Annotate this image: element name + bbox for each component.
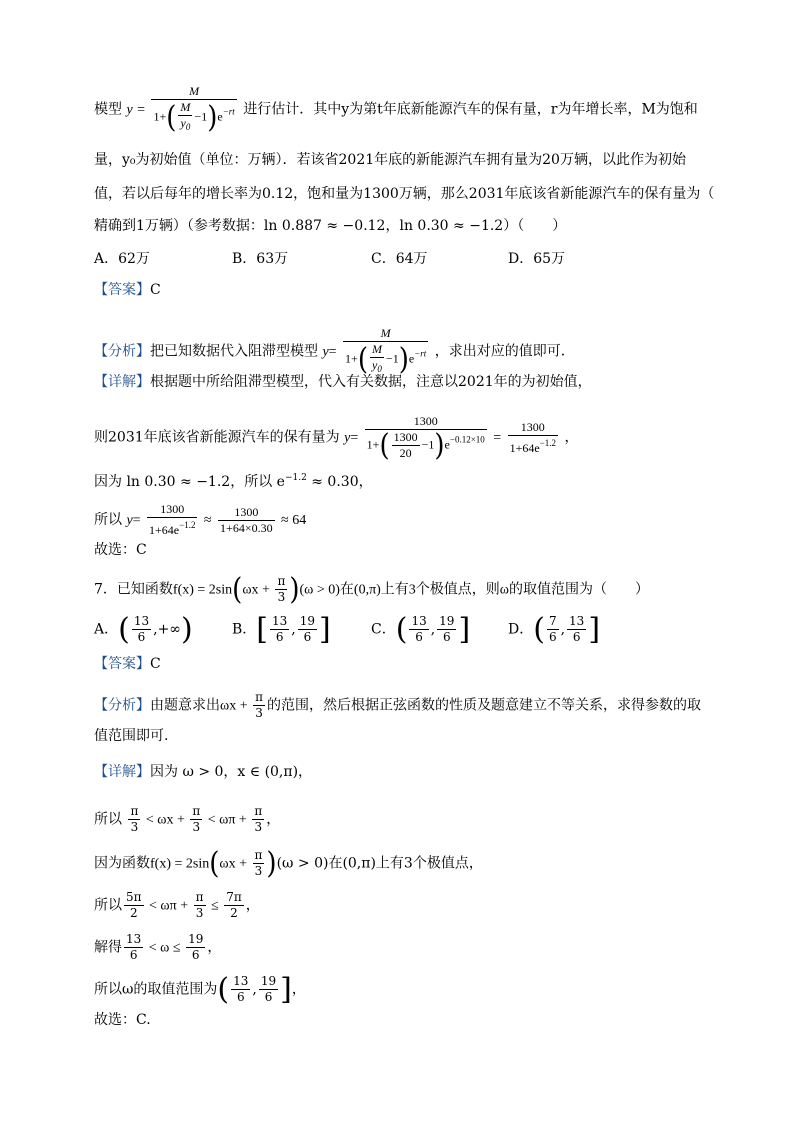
q7-step-3 xyxy=(94,890,260,921)
step2-lparen: ( xyxy=(209,846,220,881)
analysis-numerator: M xyxy=(343,326,428,342)
q7-choice-c-den-1: 6 xyxy=(415,630,423,644)
step1-mid-1: < ωx + xyxy=(142,812,189,828)
q7-analysis-arg: ωx + xyxy=(220,698,252,714)
step1-three-2: 3 xyxy=(192,820,201,834)
choice-c: C．64万 xyxy=(371,251,428,267)
so-prefix: 所以 xyxy=(94,512,122,528)
q7-choice-c-label: C． xyxy=(371,621,396,638)
model-inner-sub: 0 xyxy=(185,122,191,132)
then-den-2 xyxy=(508,436,558,456)
q7-step-4 xyxy=(94,932,221,963)
detail-line-1 xyxy=(94,372,592,392)
then-fraction-1 xyxy=(365,414,487,461)
q7-choice-d-num-1: 7 xyxy=(548,614,557,628)
then-den-2-base: 1+64e xyxy=(509,440,540,455)
then-num-1: 1300 xyxy=(365,414,487,430)
because-suffix: ≈ 0.30， xyxy=(306,474,373,490)
q7-choice-d-den-1: 6 xyxy=(548,630,557,644)
q7-step-2 xyxy=(94,848,483,879)
step5-right: ] xyxy=(280,971,292,1007)
step1-frac-1 xyxy=(128,804,140,835)
q7-step-1 xyxy=(94,804,280,835)
step1-three-3: 3 xyxy=(254,820,263,834)
step1-pi-2: π xyxy=(192,804,201,818)
step4-num-1: 13 xyxy=(126,932,142,946)
analysis-y: y xyxy=(322,344,329,360)
q7-choice-b-label: B． xyxy=(232,621,257,638)
step4-prefix: 解得 xyxy=(94,939,122,956)
q7-choice-c: C．( $\frac{13}{6}$ , $\frac{19}{6}$ ] xyxy=(371,611,471,647)
q7-line xyxy=(94,574,649,605)
q7-choice-b-den-1: 6 xyxy=(275,630,284,644)
q7-choice-c-num-2: 19 xyxy=(439,614,455,628)
analysis-tag: 【分析】 xyxy=(94,343,150,360)
q7-choice-b-num-2: 19 xyxy=(299,614,316,628)
then-inner-num: 1300 xyxy=(393,430,418,444)
step5-frac-2 xyxy=(259,974,278,1005)
q7-choice-a-right: ) xyxy=(180,611,193,647)
then-den-2-exp: −1.2 xyxy=(539,437,557,448)
then-y: y xyxy=(344,430,351,446)
step2-suffix: (ω > 0)在(0,π)上有3个极值点， xyxy=(276,855,483,872)
then-inner-fraction xyxy=(392,430,420,461)
analysis-e: e xyxy=(408,351,415,366)
q7-choice-c-right: ] xyxy=(458,611,471,647)
model-denominator xyxy=(151,100,236,135)
answer-tag: 【答案】 xyxy=(94,282,150,298)
analysis-line-1 xyxy=(94,326,575,377)
so-den-1-base: 1+64e xyxy=(149,523,180,537)
q7-choice-d-right: ] xyxy=(588,611,601,647)
step1-pi-3: π xyxy=(254,804,263,818)
model-y: y xyxy=(126,102,133,118)
q7-choice-a-den: 6 xyxy=(137,630,146,644)
q7-choice-c-left: ( xyxy=(395,611,408,647)
q7-detail-text: 因为 ω > 0，x ∈ (0,π)， xyxy=(150,764,313,780)
model-e: e xyxy=(217,109,223,124)
question-line-4: 精确到1万辆）（参考数据：ln 0.887 ≈ −0.12，ln 0.30 ≈ −1.2）（ ） xyxy=(94,218,567,234)
then-inner-den: 20 xyxy=(399,446,412,460)
step2-rparen: ) xyxy=(266,846,277,881)
q7-choice-a xyxy=(94,611,193,647)
q7-choice-b-num-1: 13 xyxy=(272,614,288,628)
q7-choice-a-label: A． xyxy=(94,621,119,638)
answer-value: C xyxy=(150,282,161,298)
so-den-1 xyxy=(147,518,197,538)
step1-pi-1: π xyxy=(130,804,139,818)
q7-analysis-tag: 【分析】 xyxy=(94,697,150,714)
q7-choice-a-left: ( xyxy=(118,611,130,647)
q7-choice-b-den-2: 6 xyxy=(303,630,312,644)
step3-prefix: 所以 xyxy=(94,897,122,914)
step5-num-2: 19 xyxy=(260,974,277,988)
q7-choice-b: B．[ $\frac{13}{6}$ , $\frac{19}{6}$ ] xyxy=(232,611,331,647)
model-suffix: 进行估计．其中y为第t年底新能源汽车的保有量，r为年增长率，M为饱和 xyxy=(243,101,698,118)
q7-step-5: 所以ω的取值范围为( $\frac{13}{6}$ , $\frac{19}{6}$ ]， xyxy=(94,971,306,1007)
then-suffix: ， xyxy=(564,429,579,446)
step3-le: ≤ xyxy=(207,898,223,914)
then-e: e xyxy=(444,437,450,452)
step5-frac-1 xyxy=(231,974,250,1005)
model-one-plus: 1+ xyxy=(153,109,167,124)
so-num-2: 1300 xyxy=(218,505,275,521)
then-minus-one: −1 xyxy=(421,437,435,452)
then-rparen: ) xyxy=(434,428,445,463)
step2-frac xyxy=(253,848,265,879)
detail-text: 根据题中所给阻滞型模型，代入有关数据，注意以2021年的为初始值， xyxy=(150,374,592,390)
step3-mid: < ωπ + xyxy=(145,898,192,914)
analysis-inner-M: M xyxy=(371,342,382,356)
q7-three: 3 xyxy=(277,590,286,604)
q7-analysis-three: 3 xyxy=(255,706,263,720)
step2-three: 3 xyxy=(254,864,263,878)
q7-choice-d-num-2: 13 xyxy=(569,614,585,628)
so-num-1: 1300 xyxy=(147,502,197,518)
then-lparen: ( xyxy=(379,428,390,463)
so-line xyxy=(94,502,306,538)
model-inner-fraction xyxy=(178,100,192,135)
then-prefix: 则2031年底该省新能源汽车的保有量为 xyxy=(94,429,340,446)
q7-choice-d-frac-1 xyxy=(547,614,559,645)
step5-den-2: 6 xyxy=(264,990,273,1004)
choice-b: B．63万 xyxy=(232,251,289,267)
q7-choice-b-frac-1 xyxy=(270,614,289,645)
q7-analysis-frac xyxy=(253,690,265,721)
q7-prefix: 7．已知函数 xyxy=(94,581,173,598)
step3-pi: π xyxy=(195,890,204,904)
q7-choice-a-frac xyxy=(132,614,151,645)
step3-num-1: 5π xyxy=(126,890,142,904)
model-fraction xyxy=(151,84,236,135)
q7-answer-value: C xyxy=(150,656,161,672)
analysis-suffix: ，求出对应的值即可． xyxy=(434,343,575,360)
q7-rparen: ) xyxy=(289,572,300,607)
answer-line-2 xyxy=(94,654,161,674)
then-line xyxy=(94,414,578,461)
q7-choice-c-frac-2 xyxy=(437,614,456,645)
so-result: ≈ 64 xyxy=(281,513,307,528)
q7-choice-d-label: D． xyxy=(508,621,534,638)
analysis-minus-one: −1 xyxy=(385,351,399,366)
so-eq: = xyxy=(132,513,141,528)
step3-num-3: 7π xyxy=(226,890,242,904)
step1-prefix: 所以 xyxy=(94,811,122,828)
because-exp: −1.2 xyxy=(284,473,307,483)
q7-analysis-prefix: 由题意求出 xyxy=(150,697,220,714)
q7-analysis-pi: π xyxy=(255,690,264,704)
model-lparen: ( xyxy=(166,100,177,135)
model-minus-one: −1 xyxy=(194,109,208,124)
step4-frac-1 xyxy=(124,932,143,963)
model-numerator: M xyxy=(151,84,236,100)
q7-choice-d-left: ( xyxy=(533,611,545,647)
step5-left: ( xyxy=(217,971,230,1007)
step4-frac-2 xyxy=(186,932,205,963)
step4-end: ， xyxy=(207,939,222,956)
step1-mid-2: < ωπ + xyxy=(204,812,251,828)
q7-choice-b-right: ] xyxy=(319,611,331,647)
so-y: y xyxy=(126,513,133,528)
step3-frac-2 xyxy=(194,890,206,921)
because-line xyxy=(94,468,373,492)
model-inner-y0 xyxy=(178,116,192,135)
q7-choice-b-frac-2 xyxy=(298,614,317,645)
step2-pi: π xyxy=(254,848,263,862)
q7-choice-c-den-2: 6 xyxy=(442,630,451,644)
because-text: 因为 ln 0.30 ≈ −1.2，所以 e xyxy=(94,474,285,490)
q7-choice-d-frac-2 xyxy=(567,614,586,645)
analysis-inner-y: y xyxy=(372,358,378,372)
so-den-2: 1+64×0.30 xyxy=(220,520,273,535)
q7-pi: π xyxy=(277,574,286,588)
step1-frac-2 xyxy=(190,804,202,835)
q7-choice-c-num-1: 13 xyxy=(411,614,427,628)
so-approx: ≈ xyxy=(203,513,212,528)
q7-detail-line-1 xyxy=(94,762,312,782)
then-num-2: 1300 xyxy=(508,420,558,436)
choose-line-2: 故选：C. xyxy=(94,1012,151,1028)
q7-choice-a-rest: ,+∞ xyxy=(153,621,181,638)
step2-arg: ωx + xyxy=(219,856,251,872)
analysis-inner-sub: 0 xyxy=(377,364,382,374)
model-inner-y: y xyxy=(180,116,186,130)
model-exponent: −rt xyxy=(222,106,235,117)
step4-den-2: 6 xyxy=(191,948,200,962)
step5-num-1: 13 xyxy=(233,974,249,988)
step3-den-3: 2 xyxy=(230,906,238,920)
analysis-one-plus: 1+ xyxy=(345,351,358,366)
step3-frac-1 xyxy=(124,890,144,921)
then-one-plus: 1+ xyxy=(366,437,380,452)
step1-three-1: 3 xyxy=(130,820,139,834)
step1-end: ， xyxy=(266,811,281,828)
q7-analysis-line-2: 值范围即可. xyxy=(94,728,169,744)
analysis-eq: = xyxy=(328,344,337,360)
step2-func: f(x) = 2sin xyxy=(150,856,210,872)
q7-detail-tag: 【详解】 xyxy=(94,764,150,780)
then-den-1 xyxy=(365,430,487,461)
so-fraction-1 xyxy=(147,502,197,538)
q7-choice-d-den-2: 6 xyxy=(572,630,581,644)
model-line xyxy=(94,84,698,135)
q7-analysis-line-1 xyxy=(94,690,701,721)
q7-condition: (ω > 0)在(0,π)上有3个极值点，则ω的取值范围为（ ） xyxy=(299,582,650,598)
choose-line-1: 故选：C xyxy=(94,542,147,558)
q7-answer-tag: 【答案】 xyxy=(94,656,150,672)
step4-num-2: 19 xyxy=(188,932,204,946)
step1-frac-3 xyxy=(252,804,264,835)
analysis-rparen: ) xyxy=(398,342,409,377)
step3-frac-3 xyxy=(224,890,244,921)
analysis-fraction xyxy=(343,326,428,377)
q7-arg: ωx + xyxy=(242,582,274,598)
analysis-prefix: 把已知数据代入阻滞型模型 xyxy=(150,343,318,360)
q7-choice-d: D．( $\frac{7}{6}$ , $\frac{13}{6}$ ] xyxy=(508,611,601,647)
q7-choice-b-left: [ xyxy=(256,611,269,647)
q7-choice-a-num: 13 xyxy=(133,614,150,628)
q7-analysis-mid: 的范围，然后根据正弦函数的性质及题意建立不等关系，求得参数的取 xyxy=(267,697,702,714)
step3-end: ， xyxy=(245,897,260,914)
step4-den-1: 6 xyxy=(129,948,138,962)
then-fraction-2 xyxy=(508,420,558,456)
step5-den-1: 6 xyxy=(236,990,245,1004)
answer-line-1 xyxy=(94,280,161,300)
so-den-1-exp: −1.2 xyxy=(179,520,196,530)
question-line-2: 量，y₀为初始值（单位：万辆）．若该省2021年底的新能源汽车拥有量为20万辆，以此作为初始 xyxy=(94,152,686,168)
step2-prefix: 因为函数 xyxy=(94,855,150,872)
choice-a: A．62万 xyxy=(94,251,150,267)
then-eq: = xyxy=(350,430,359,446)
q7-pi-over-3 xyxy=(275,574,287,605)
then-exponent: −0.12×10 xyxy=(449,434,485,445)
model-eq: = xyxy=(137,102,146,118)
step3-three: 3 xyxy=(195,906,204,920)
q7-func: f(x) = 2sin xyxy=(172,582,233,598)
step5-end: ， xyxy=(291,981,306,998)
model-rparen: ) xyxy=(207,100,218,135)
so-fraction-2 xyxy=(218,505,275,536)
model-prefix: 模型 xyxy=(94,101,122,118)
analysis-exponent: −rt xyxy=(414,348,427,359)
question-line-3: 值，若以后每年的增长率为0.12，饱和量为1300万辆，那么2031年底该省新能源汽车的保有量为（ xyxy=(94,186,715,202)
choice-d: D．65万 xyxy=(508,251,566,267)
model-inner-M: M xyxy=(180,100,191,114)
step3-den-1: 2 xyxy=(129,906,138,920)
q7-choice-c-frac-1 xyxy=(409,614,428,645)
step5-prefix: 所以ω的取值范围为 xyxy=(94,981,218,998)
q7-lparen: ( xyxy=(232,572,243,607)
then-eq-2: = xyxy=(493,430,502,446)
analysis-lparen: ( xyxy=(357,342,368,377)
detail-tag: 【详解】 xyxy=(94,374,150,390)
step4-mid: < ω ≤ xyxy=(145,940,185,956)
